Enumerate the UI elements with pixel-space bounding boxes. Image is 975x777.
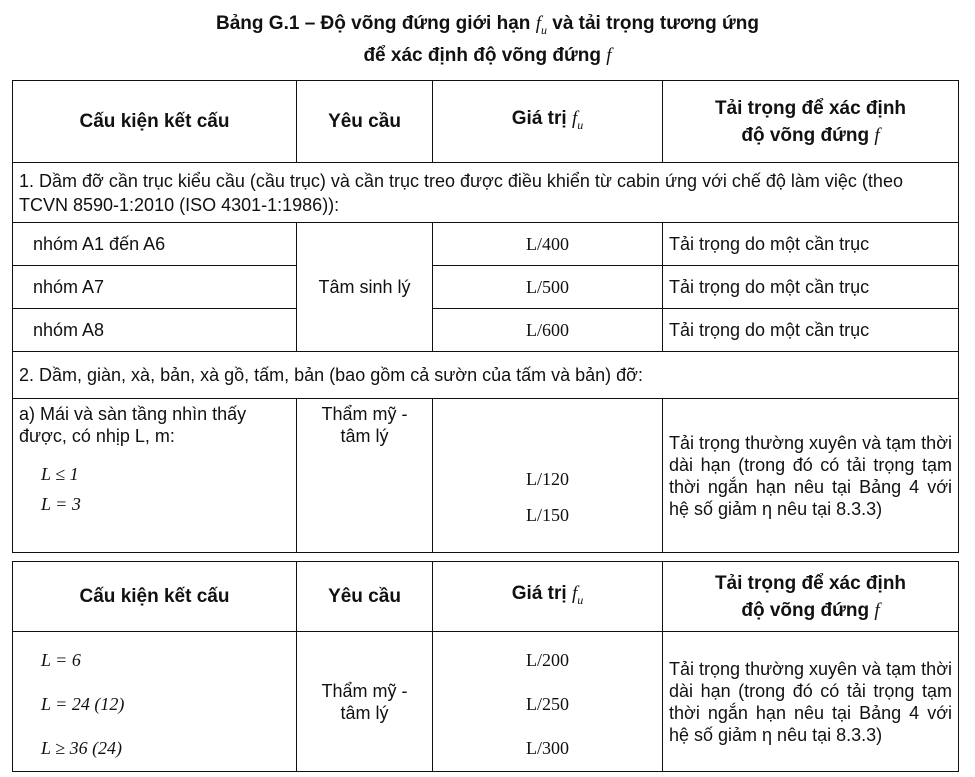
title-subscript: u — [540, 23, 547, 37]
table-row — [13, 632, 959, 772]
span-value: L ≥ 36 (24) — [41, 738, 123, 758]
member-cell — [13, 399, 297, 553]
value-cell: L/600 — [433, 309, 663, 352]
span-value: L = 6 — [41, 650, 81, 670]
title-text-end: và tải trọng tương ứng — [546, 13, 759, 34]
value-cell: L/400 — [433, 223, 663, 266]
table-row — [13, 309, 959, 352]
table-header-row — [13, 562, 959, 632]
table-row — [13, 223, 959, 266]
deflection-table-continued — [12, 561, 959, 772]
span-value: L = 3 — [41, 494, 81, 514]
load-cell: Tải trọng do một cần trục — [663, 309, 959, 352]
load-cell: Tải trọng do một cần trục — [663, 223, 959, 266]
requirement-cell: Thẩm mỹ - tâm lý — [297, 399, 433, 553]
header-value: Giá trị $f_u$ — [433, 562, 663, 632]
header-requirement: Yêu cầu — [297, 81, 433, 163]
header-member: Cấu kiện kết cấu — [13, 562, 297, 632]
span-value: L ≤ 1 — [41, 464, 79, 484]
title-text: Bảng G.1 – Độ võng đứng giới hạn — [216, 13, 536, 34]
table-header-row — [13, 81, 959, 163]
title-text: để xác định độ võng đứng — [363, 45, 607, 66]
value-cell: L/200 L/250 L/300 — [433, 632, 663, 772]
table-row — [13, 399, 959, 553]
member-line: a) Mái và sàn tầng nhìn thấy — [19, 404, 247, 424]
load-cell: Tải trọng thường xuyên và tạm thời dài hạn (trong đó có tải trọng tạm thời ngắn hạn nêu tại Bảng 4 với hệ số giảm η nêu tại 8.3.3) — [663, 399, 959, 553]
load-cell: Tải trọng thường xuyên và tạm thời dài hạn (trong đó có tải trọng tạm thời ngắn hạn nêu tại Bảng 4 với hệ số giảm η nêu tại 8.3.3) — [663, 632, 959, 772]
load-cell: Tải trọng do một cần trục — [663, 266, 959, 309]
requirement-cell: Tâm sinh lý — [297, 223, 433, 352]
title-symbol: f — [535, 13, 541, 34]
requirement-cell: Thẩm mỹ - tâm lý — [297, 632, 433, 772]
member-cell — [13, 632, 297, 772]
header-load: Tải trọng để xác định độ võng đứng f — [663, 81, 959, 163]
section1-heading-row — [13, 163, 959, 223]
member-cell: nhóm A8 — [13, 309, 297, 352]
header-member: Cấu kiện kết cấu — [13, 81, 297, 163]
title-symbol: f — [606, 45, 612, 66]
member-cell: nhóm A7 — [13, 266, 297, 309]
section2-heading: 2. Dầm, giàn, xà, bản, xà gồ, tấm, bản (bao gồm cả sườn của tấm và bản) đỡ: — [13, 352, 959, 399]
span-value: L = 24 (12) — [41, 694, 125, 714]
deflection-table — [12, 80, 959, 553]
header-load: Tải trọng để xác định độ võng đứng f — [663, 562, 959, 632]
section2-heading-row — [13, 352, 959, 399]
value-cell: L/500 — [433, 266, 663, 309]
table-title-line1 — [0, 12, 975, 42]
table-row — [13, 266, 959, 309]
member-cell: nhóm A1 đến A6 — [13, 223, 297, 266]
member-line: được, có nhịp L, m: — [19, 426, 175, 446]
value-cell: L/120 L/150 — [433, 399, 663, 553]
table-title-line2 — [0, 44, 975, 68]
header-value: Giá trị $f_u$ — [433, 81, 663, 163]
header-requirement: Yêu cầu — [297, 562, 433, 632]
section1-heading: 1. Dầm đỡ cần trục kiểu cầu (cầu trục) và cần trục treo được điều khiển từ cabin ứng với chế độ làm việc (theo TCVN 8590-1:2010 (ISO 4301-1:1986)): — [13, 163, 959, 223]
